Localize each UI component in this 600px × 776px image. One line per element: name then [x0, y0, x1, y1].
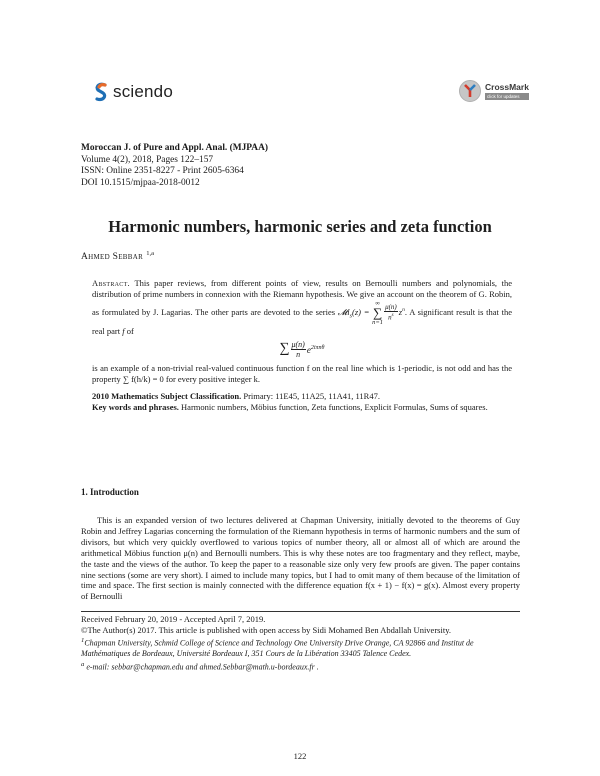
sciendo-icon [94, 82, 108, 102]
received-line: Received February 20, 2019 - Accepted April 7, 2019. [81, 614, 266, 624]
keywords-value: Harmonic numbers, Möbius function, Zeta functions, Explicit Formulas, Sums of squares. [181, 401, 488, 412]
abstract-f-var: f [122, 325, 125, 336]
series-sum: ∞ ∑ n=1 [372, 299, 384, 326]
msc-line [92, 391, 512, 402]
journal-issn: ISSN: Online 2351-8227 - Print 2605-6364 [81, 166, 244, 177]
abstract-of: of [126, 325, 134, 336]
affiliation: $^1$Chapman University, Schmid College of Science and Technology One University Drive Orange, CA 92866 and Institut de Mathématiques de Bordeaux, Université Bordeaux I, 351 Cours de la Libération 33405 Talence Cedex. [81, 636, 474, 659]
msc-label: 2010 Mathematics Subject Classification. [92, 390, 242, 401]
crossmark-icon [459, 80, 481, 102]
intro-paragraph: This is an expanded version of two lectures delivered at Chapman University, initially devoted to the theorems of Guy Robin and Jeffrey Lagarias concerning the formulation of the Riemann hypothesis in terms of harmonic numbers and the sum of divisors, but which very quickly overflowed to various topics of number theory, all or almost all of which are around the arithmetical Möbius function μ(n) and Bernoulli numbers. This is why these notes are too fragmentary and they reflect, maybe, the taste and the views of the author. To keep the paper to a reasonable size only very few proofs are given. The paper contains nine sections (some are very short). I aimed to include many topics, but I had to omit many of them because of the limitation of time and space. The first section is mainly connected with the difference equation f(x + 1) − f(x) = g(x). Almost every property of Bernoulli [81, 515, 520, 602]
crossmark-title: CrossMark [485, 82, 529, 92]
footnotes [81, 614, 520, 673]
keywords-label: Key words and phrases. [92, 401, 179, 412]
keywords-line [92, 402, 512, 413]
crossmark-subtitle: click for updates [485, 93, 529, 100]
abstract-text-1: This paper reviews, from different points of view, results on Bernoulli numbers and polynomials, the distribution of prime numbers in connexion with the Riemann hypothesis. We give an account on the theorem of G. Robin, as formulated by J. Lagarias. The other parts are devoted to the series [92, 278, 512, 317]
page-number: 122 [293, 751, 307, 761]
section-heading: 1. Introduction [81, 487, 139, 497]
series-fraction: $\frac{\mu(n)}{n^s}$ [385, 303, 397, 322]
abstract [92, 278, 512, 413]
journal-name: Moroccan J. of Pure and Appl. Anal. (MJPAA) [81, 143, 268, 153]
journal-info [81, 143, 268, 189]
display-equation: ∑ $\frac{\mu(n)}{n}$ $e^{2i\pi n\theta}$ [279, 340, 325, 360]
author [81, 250, 154, 262]
abstract-text-1-end: . A significant result is that the real part [92, 306, 513, 336]
publisher-name: sciendo [113, 82, 173, 101]
author-sup: 1,a [146, 250, 155, 257]
paper-title: Harmonic numbers, harmonic series and zeta function [108, 217, 492, 236]
msc-value: Primary: 11E45, 11A25, 11A41, 11R47. [243, 390, 380, 401]
series-z: $z^n$ [398, 306, 405, 317]
series-lhs: 𝓜i$_s$(z) = [337, 306, 370, 320]
journal-doi[interactable]: DOI 10.1515/mjpaa-2018-0012 [81, 177, 200, 188]
author-name: Ahmed Sebbar [81, 252, 144, 263]
copyright-line: ©The Author(s) 2017. This article is published with open access by Sidi Mohamed Ben Abdallah University. [81, 624, 452, 635]
publisher-logo [94, 80, 173, 104]
crossmark-badge[interactable] [459, 80, 529, 102]
footnote-rule [81, 611, 520, 612]
email-line[interactable]: $^a$ e-mail: sebbar@chapman.edu and ahmed.Sebbar@math.u-bordeaux.fr . [81, 660, 319, 672]
abstract-text-2: is an example of a non-trivial real-valued continuous function f on the real line which is 1-periodic, is not odd and has the property ∑ f(h/k) = 0 for every positive integer k. [92, 363, 512, 385]
journal-volume: Volume 4(2), 2018, Pages 122–157 [81, 154, 214, 165]
abstract-label: Abstract. [92, 278, 130, 288]
